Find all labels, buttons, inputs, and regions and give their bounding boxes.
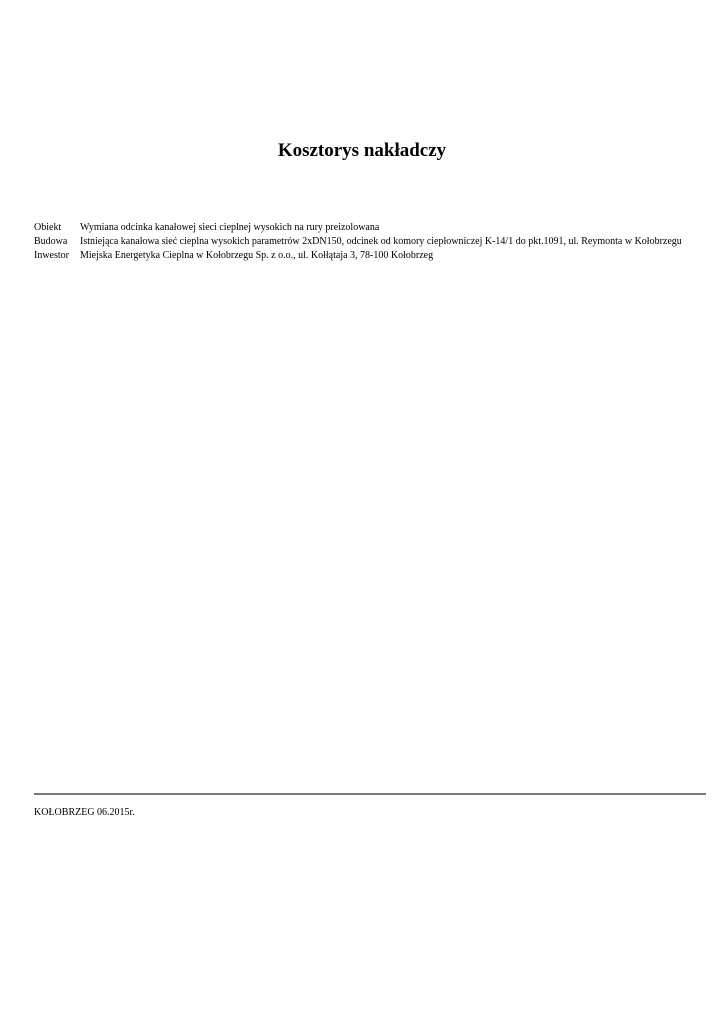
meta-row-inwestor xyxy=(34,249,682,263)
footer-divider xyxy=(34,793,706,795)
project-meta xyxy=(34,221,682,263)
document-title: Kosztorys nakładczy xyxy=(277,140,447,161)
meta-value: Wymiana odcinka kanałowej sieci cieplnej wysokich na rury preizolowana xyxy=(80,222,380,233)
footer-place-date: KOŁOBRZEG 06.2015r. xyxy=(34,807,135,818)
meta-label: Budowa xyxy=(34,236,68,247)
meta-value: Miejska Energetyka Cieplna w Kołobrzegu Sp. z o.o., ul. Kołłątaja 3, 78-100 Kołobrzeg xyxy=(80,250,434,261)
meta-value: Istniejąca kanałowa sieć cieplna wysokich parametrów 2xDN150, odcinek od komory ciepłowniczej K-14/1 do pkt.1091, ul. Reymonta w Kołobrzegu xyxy=(80,236,682,247)
meta-label: Obiekt xyxy=(34,222,62,233)
meta-label: Inwestor xyxy=(34,250,69,261)
meta-row-obiekt xyxy=(34,221,682,235)
meta-row-budowa xyxy=(34,235,682,249)
